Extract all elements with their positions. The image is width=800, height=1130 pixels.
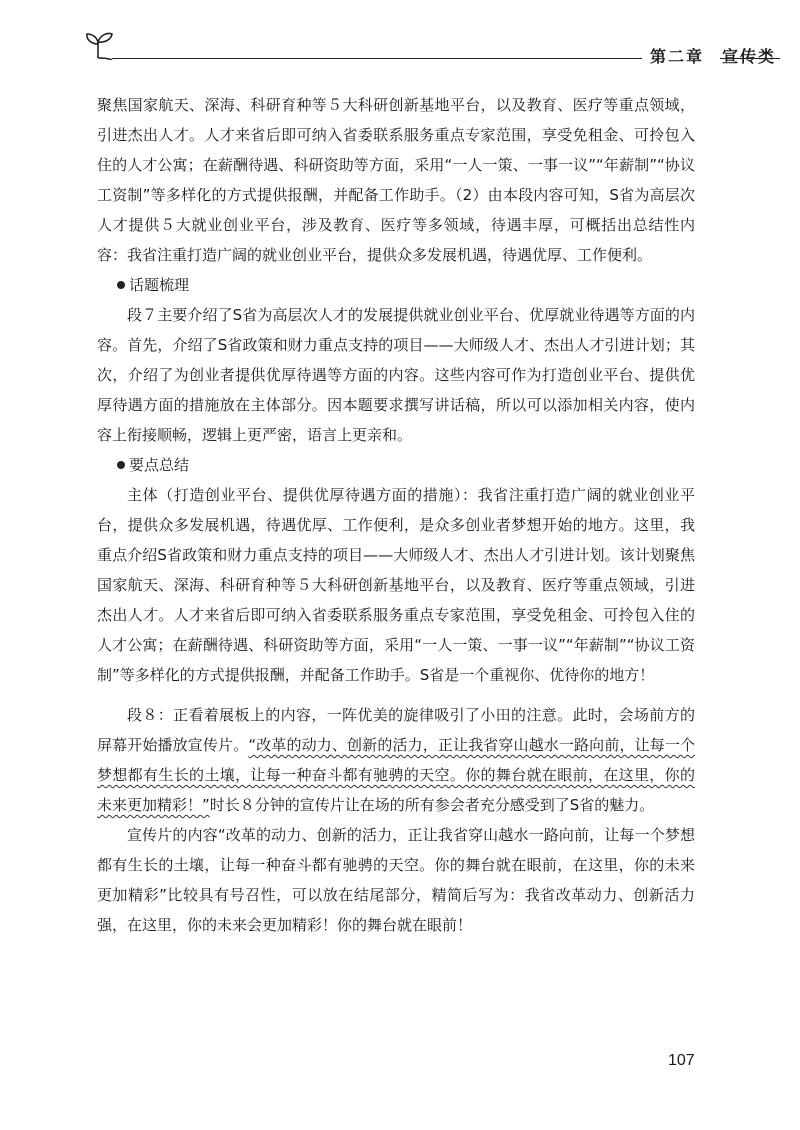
page-number: 107 bbox=[668, 1052, 695, 1069]
section-heading-label: 话题梳理 bbox=[129, 276, 190, 294]
section-heading-topic bbox=[97, 270, 695, 300]
page-header bbox=[82, 28, 777, 68]
paragraph-continued: 聚焦国家航天、深海、科研育种等５大科研创新基地平台，以及教育、医疗等重点领域，引进杰出人才。人才来省后即可纳入省委联系服务重点专家范围，享受免租金、可拎包入住的人才公寓；在薪酬待遇、科研资助等方面，采用“一人一策、一事一议”“年薪制”“协议工资制”等多样化的方式提供报酬，并配备工作助手。（2）由本段内容可知，S省为高层次人才提供５大就业创业平台，涉及教育、医疗等多领域，待遇丰厚，可概括出总结性内容：我省注重打造广阔的就业创业平台，提供众多发展机遇，待遇优厚、工作便利。 bbox=[97, 96, 695, 264]
section-heading-label: 要点总结 bbox=[129, 456, 190, 474]
paragraph-key-points: 主体（打造创业平台、提供优厚待遇方面的措施）：我省注重打造广阔的就业创业平台，提供众多发展机遇，待遇优厚、工作便利，是众多创业者梦想开始的地方。这里，我重点介绍S省政策和财力重点支持的项目——大师级人才、杰出人才引进计划。该计划聚焦国家航天、深海、科研育种等５大科研创新基地平台，以及教育、医疗等重点领域，引进杰出人才。人才来省后即可纳入省委联系服务重点专家范围，享受免租金、可拎包入住的人才公寓；在薪酬待遇、科研资助等方面，采用“一人一策、一事一议”“年薪制”“协议工资制”等多样化的方式提供报酬，并配备工作助手。S省是一个重视你、优待你的地方！ bbox=[97, 486, 695, 684]
excerpt-tail: 时长８分钟的宣传片让在场的所有参会者充分感受到了S省的魅力。 bbox=[209, 796, 655, 814]
header-rule bbox=[112, 58, 642, 59]
page-body bbox=[97, 90, 695, 940]
chapter-title: 第二章 宣传类 bbox=[650, 47, 777, 66]
bullet-icon bbox=[117, 281, 125, 289]
sprout-icon bbox=[82, 30, 116, 60]
excerpt-lead: 段８：正看着展板上的内容，一阵优美的旋律吸引了小田的注意。此时，会场前方的屏幕开始播放宣传片。 bbox=[97, 706, 695, 754]
header-rule-right bbox=[720, 58, 780, 59]
paragraph-topic-summary: 段７主要介绍了S省为高层次人才的发展提供就业创业平台、优厚就业待遇等方面的内容。首先，介绍了S省政策和财力重点支持的项目——大师级人才、杰出人才引进计划；其次，介绍了为创业者提供优厚待遇等方面的内容。这些内容可作为打造创业平台、提供优厚待遇方面的措施放在主体部分。因本题要求撰写讲话稿，所以可以添加相关内容，使内容上衔接顺畅，逻辑上更严密，语言上更亲和。 bbox=[97, 306, 695, 444]
paragraph-source-excerpt bbox=[97, 700, 695, 820]
bullet-icon bbox=[117, 461, 125, 469]
section-heading-key-points bbox=[97, 450, 695, 480]
paragraph-analysis: 宣传片的内容“改革的动力、创新的活力，正让我省穿山越水一路向前，让每一个梦想都有生长的土壤，让每一种奋斗都有驰骋的天空。你的舞台就在眼前，在这里，你的未来更加精彩”比较具有号召性，可以放在结尾部分，精简后写为：我省改革动力、创新活力强，在这里，你的未来会更加精彩！你的舞台就在眼前！ bbox=[97, 826, 695, 934]
excerpt-quote-underlined: “改革的动力、创新的活力，正让我省穿山越水一路向前，让每一个梦想都有生长的土壤，让每一种奋斗都有驰骋的天空。你的舞台就在眼前，在这里，你的未来更加精彩！” bbox=[97, 736, 695, 814]
